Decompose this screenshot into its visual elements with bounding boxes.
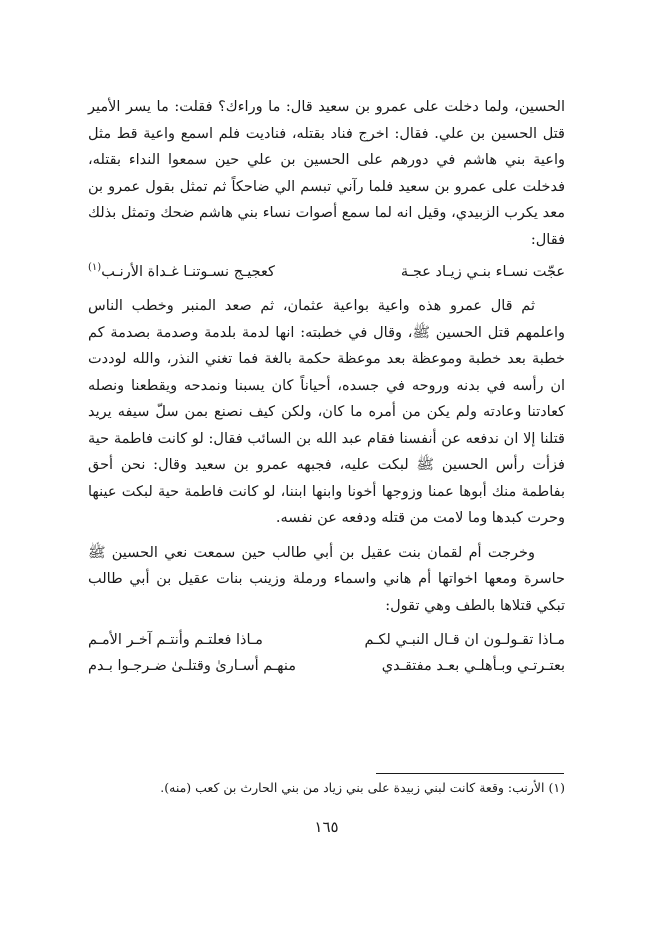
footnote-divider: [376, 773, 564, 774]
verse-hemistich-left: [88, 259, 275, 285]
footnote-marker: (١): [88, 262, 102, 274]
spacer: [88, 285, 565, 293]
verse-hemistich-right: عجّت نسـاء بنـي زيـاد عجـة: [400, 264, 565, 280]
footnote: (١) الأرنب: وقعة كانت لبني زبيدة على بني زياد من بني الحارث بن كعب (منه).: [160, 780, 565, 795]
verse-line-2a: [88, 627, 565, 653]
body-text: [88, 94, 565, 679]
spacer: [88, 532, 565, 540]
verse-line-2b: [88, 653, 565, 679]
verse-hemistich-right: بعتـرتـي وبـأهلـي بعـد مفتقـدي: [381, 658, 565, 674]
paragraph-2: ثم قال عمرو هذه واعية بواعية عثمان، ثم صعد المنبر وخطب الناس واعلمهم قتل الحسين ﷺ، وقال في خطبته: انها لدمة بلدمة وصدمة بصدمة كم خطبة بعد خطبة وموعظة بعد موعظة حكمة بالغة فما تغني النذر، والله لوددت ان رأسه في بدنه وروحه في جسده، أحياناً كان يسبنا ونمدحه ويقطعنا ونصله كعادتنا وعادته ولم يكن من أمره ما كان، ولكن كيف نصنع بمن سلّ سيفه يريد قتلنا إلا ان ندفعه عن أنفسنا فقام عبد الله بن السائب فقال: لو كانت فاطمة حية فزأت رأس الحسين ﷺ لبكت عليه، فجبهه عمرو بن سعيد وقال: نحن أحق بفاطمة منك أبوها عمنا وزوجها أخونا وابنها ابننا، لو كانت فاطمة حية لبكت عينها وحرت كبدها وما لامت من قتله ودفعه عن نفسه.: [88, 298, 565, 526]
verse-hemistich-left-text: كعجيـج نسـوتنـا غـداة الأرنـب: [101, 264, 275, 280]
verse-line-1: [88, 259, 565, 285]
verse-block-2: [88, 627, 565, 679]
page-number: ١٦٥: [314, 818, 339, 836]
paragraph-1: الحسين، ولما دخلت على عمرو بن سعيد قال: ما وراءك؟ فقلت: ما يسر الأمير قتل الحسين بن علي. فقال: اخرج فناد بقتله، فناديت فلم اسمع واعية قط مثل واعية بني هاشم في دورهم على الحسين بن علي حين سمعوا النداء بقتله، فدخلت على عمرو بن سعيد فلما رآني تبسم الي ضاحكاً ثم تمثل بقول عمرو بن معد يكرب الزبيدي، وقيل انه لما سمع أصوات نساء بني هاشم ضحك وتمثل بذلك فقال:: [88, 99, 566, 248]
verse-hemistich-right: مـاذا تقـولـون ان قـال النبـي لكـم: [364, 632, 565, 648]
paragraph-3: وخرجت أم لقمان بنت عقيل بن أبي طالب حين سمعت نعي الحسين ﷺ حاسرة ومعها اخواتها أم هاني واسماء ورملة وزينب بنات عقيل بن أبي طالب تبكي قتلاها بالطف وهي تقول:: [88, 544, 565, 614]
verse-hemistich-left: مـاذا فعلتـم وأنتـم آخـر الأمـم: [88, 632, 263, 648]
verse-hemistich-left: منهـم أسـارىٰ وقتلـىٰ ضـرجـوا بـدم: [88, 658, 296, 674]
